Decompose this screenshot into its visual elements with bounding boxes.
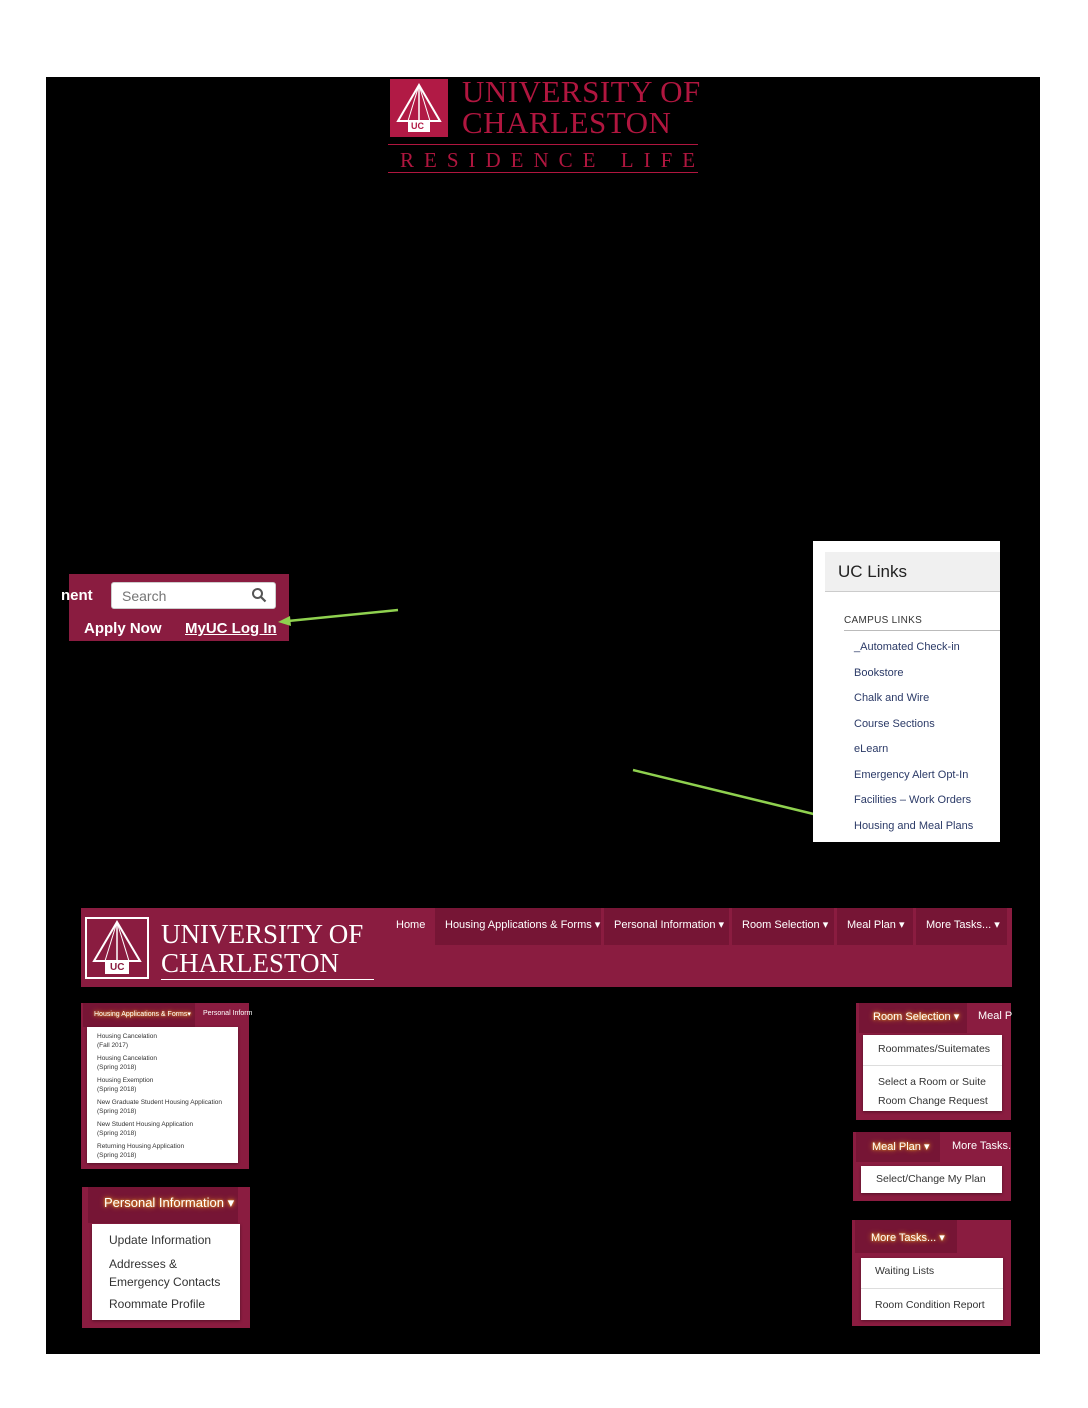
link-automated-checkin[interactable]: _Automated Check-in	[854, 641, 960, 653]
meal-plan-dropdown	[853, 1132, 1011, 1201]
link-course-sections[interactable]: Course Sections	[854, 718, 935, 730]
menu-room-change-request[interactable]: Room Change Request	[878, 1095, 988, 1107]
nav-housing-applications-label: Housing Applications & Forms	[445, 919, 592, 931]
header-rule-top	[388, 144, 698, 145]
banner-logo-mark: UC	[110, 962, 125, 973]
housing-menu-item[interactable]	[97, 1076, 153, 1094]
banner-title-line2: CHARLESTON	[161, 948, 340, 978]
menu-select-change-plan[interactable]: Select/Change My Plan	[876, 1173, 986, 1185]
housing-item-term: (Spring 2018)	[97, 1108, 137, 1115]
room-tab-label: Room Selection	[873, 1011, 951, 1023]
menu-waiting-lists[interactable]: Waiting Lists	[875, 1265, 935, 1277]
banner-title	[161, 920, 363, 978]
menu-update-information[interactable]: Update Information	[109, 1233, 212, 1247]
personal-tab-label: Personal Information	[104, 1195, 224, 1210]
menu-divider	[861, 1288, 1003, 1289]
login-strip	[61, 574, 289, 641]
link-facilities-work-orders[interactable]: Facilities – Work Orders	[854, 794, 972, 806]
link-emergency-alert[interactable]: Emergency Alert Opt-In	[854, 769, 969, 781]
housing-portal-banner	[81, 908, 1012, 987]
more-tasks-tab[interactable]: More Tasks... ▾	[871, 1232, 945, 1244]
uc-links-panel	[813, 541, 1000, 842]
link-bookstore[interactable]: Bookstore	[854, 667, 904, 679]
room-selection-dropdown	[856, 1003, 1011, 1120]
meal-tab[interactable]: Meal Plan ▾	[872, 1141, 930, 1153]
meal-menu-list	[861, 1166, 1002, 1193]
housing-applications-dropdown	[81, 1003, 253, 1169]
search-box[interactable]	[111, 582, 276, 609]
menu-roommates-suitemates[interactable]: Roommates/Suitemates	[878, 1043, 991, 1055]
logo-mark-text: UC	[411, 121, 424, 131]
link-housing-and-meal-plans[interactable]: Housing and Meal Plans	[854, 820, 974, 832]
banner-logo-icon	[85, 917, 149, 979]
nav-meal-plan[interactable]: Meal Plan ▾	[837, 908, 913, 945]
menu-divider	[863, 1065, 1002, 1066]
housing-item-term: (Spring 2018)	[97, 1152, 137, 1159]
room-menu-list	[863, 1035, 1002, 1111]
personal-menu-list	[92, 1224, 240, 1320]
housing-item-term: (Spring 2018)	[97, 1064, 137, 1071]
room-tab[interactable]: Room Selection ▾	[873, 1011, 960, 1023]
personal-information-dropdown	[82, 1187, 250, 1328]
nav-meal-plan-label: Meal Plan	[847, 919, 896, 931]
housing-item-term: (Fall 2017)	[97, 1042, 129, 1049]
link-chalk-and-wire[interactable]: Chalk and Wire	[854, 692, 930, 704]
banner-title-line1: UNIVERSITY OF	[161, 919, 364, 949]
housing-menu-item[interactable]	[97, 1098, 222, 1116]
meal-tab-label: Meal Plan	[872, 1141, 921, 1153]
housing-item-term: (Spring 2018)	[97, 1130, 137, 1137]
nav-personal-information-label: Personal Information	[614, 919, 716, 931]
nav-room-selection-label: Room Selection	[742, 919, 820, 931]
housing-tab-label: Housing Applications & Forms	[94, 1011, 188, 1018]
housing-item-term: (Spring 2018)	[97, 1086, 137, 1093]
nav-more-tasks[interactable]: More Tasks... ▾	[916, 908, 1007, 945]
uc-links-title: UC Links	[838, 562, 907, 581]
header-title	[462, 76, 701, 138]
menu-addresses-line2: Emergency Contacts	[109, 1275, 221, 1289]
search-input[interactable]	[120, 587, 244, 605]
more-tasks-dropdown	[852, 1220, 1011, 1326]
header-subtitle: RESIDENCE LIFE	[400, 148, 706, 172]
housing-item-name: Housing Cancelation	[97, 1055, 157, 1062]
more-tasks-tab-label: More Tasks...	[871, 1232, 937, 1244]
arrow-to-login-icon	[270, 600, 410, 630]
housing-menu-item[interactable]	[97, 1120, 193, 1138]
tasks-menu-list	[861, 1258, 1003, 1320]
housing-menu-list	[87, 1027, 238, 1163]
menu-addresses-emergency-contacts[interactable]	[109, 1255, 220, 1291]
housing-item-name: Housing Exemption	[97, 1077, 154, 1084]
housing-menu-item[interactable]	[97, 1032, 157, 1050]
header-title-line2: CHARLESTON	[462, 105, 672, 140]
personal-tab-cut[interactable]: Personal Inform	[203, 1010, 253, 1017]
menu-room-condition-report[interactable]: Room Condition Report	[875, 1299, 985, 1311]
campus-links-heading: CAMPUS LINKS	[844, 615, 923, 626]
header-rule-bottom	[388, 172, 698, 173]
housing-menu-item[interactable]	[97, 1142, 184, 1160]
housing-item-name: Returning Housing Application	[97, 1143, 185, 1150]
housing-item-name: New Graduate Student Housing Application	[97, 1099, 223, 1106]
myuc-login-link[interactable]: MyUC Log In	[185, 620, 277, 637]
menu-roommate-profile[interactable]: Roommate Profile	[109, 1297, 206, 1311]
more-tasks-tab-cut[interactable]: More Tasks.	[952, 1140, 1012, 1152]
nav-more-tasks-label: More Tasks...	[926, 919, 992, 931]
header-title-line1: UNIVERSITY OF	[462, 74, 701, 109]
housing-menu-item[interactable]	[97, 1054, 157, 1072]
section-divider	[844, 630, 1000, 631]
housing-item-name: Housing Cancelation	[97, 1033, 157, 1040]
search-icon[interactable]	[251, 587, 267, 603]
nav-personal-information[interactable]: Personal Information ▾	[604, 908, 729, 945]
menu-addresses-line1: Addresses &	[109, 1257, 178, 1271]
housing-tab[interactable]: Housing Applications & Forms▾	[94, 1011, 191, 1018]
nav-room-selection[interactable]: Room Selection ▾	[732, 908, 834, 945]
personal-tab[interactable]: Personal Information ▾	[104, 1195, 235, 1210]
uc-links-header	[825, 552, 1000, 592]
housing-item-name: New Student Housing Application	[97, 1121, 194, 1128]
apply-now-link[interactable]: Apply Now	[84, 620, 162, 637]
banner-title-underline	[161, 979, 374, 980]
nav-home[interactable]: Home	[396, 919, 426, 931]
meal-tab-cut[interactable]: Meal P	[978, 1010, 1013, 1022]
link-elearn[interactable]: eLearn	[854, 743, 889, 755]
uc-logo-mark-icon	[390, 79, 448, 137]
menu-select-room[interactable]: Select a Room or Suite	[878, 1076, 986, 1088]
nav-housing-applications[interactable]: Housing Applications & Forms ▾	[435, 908, 601, 945]
nav-cut-label: nent	[61, 587, 93, 604]
